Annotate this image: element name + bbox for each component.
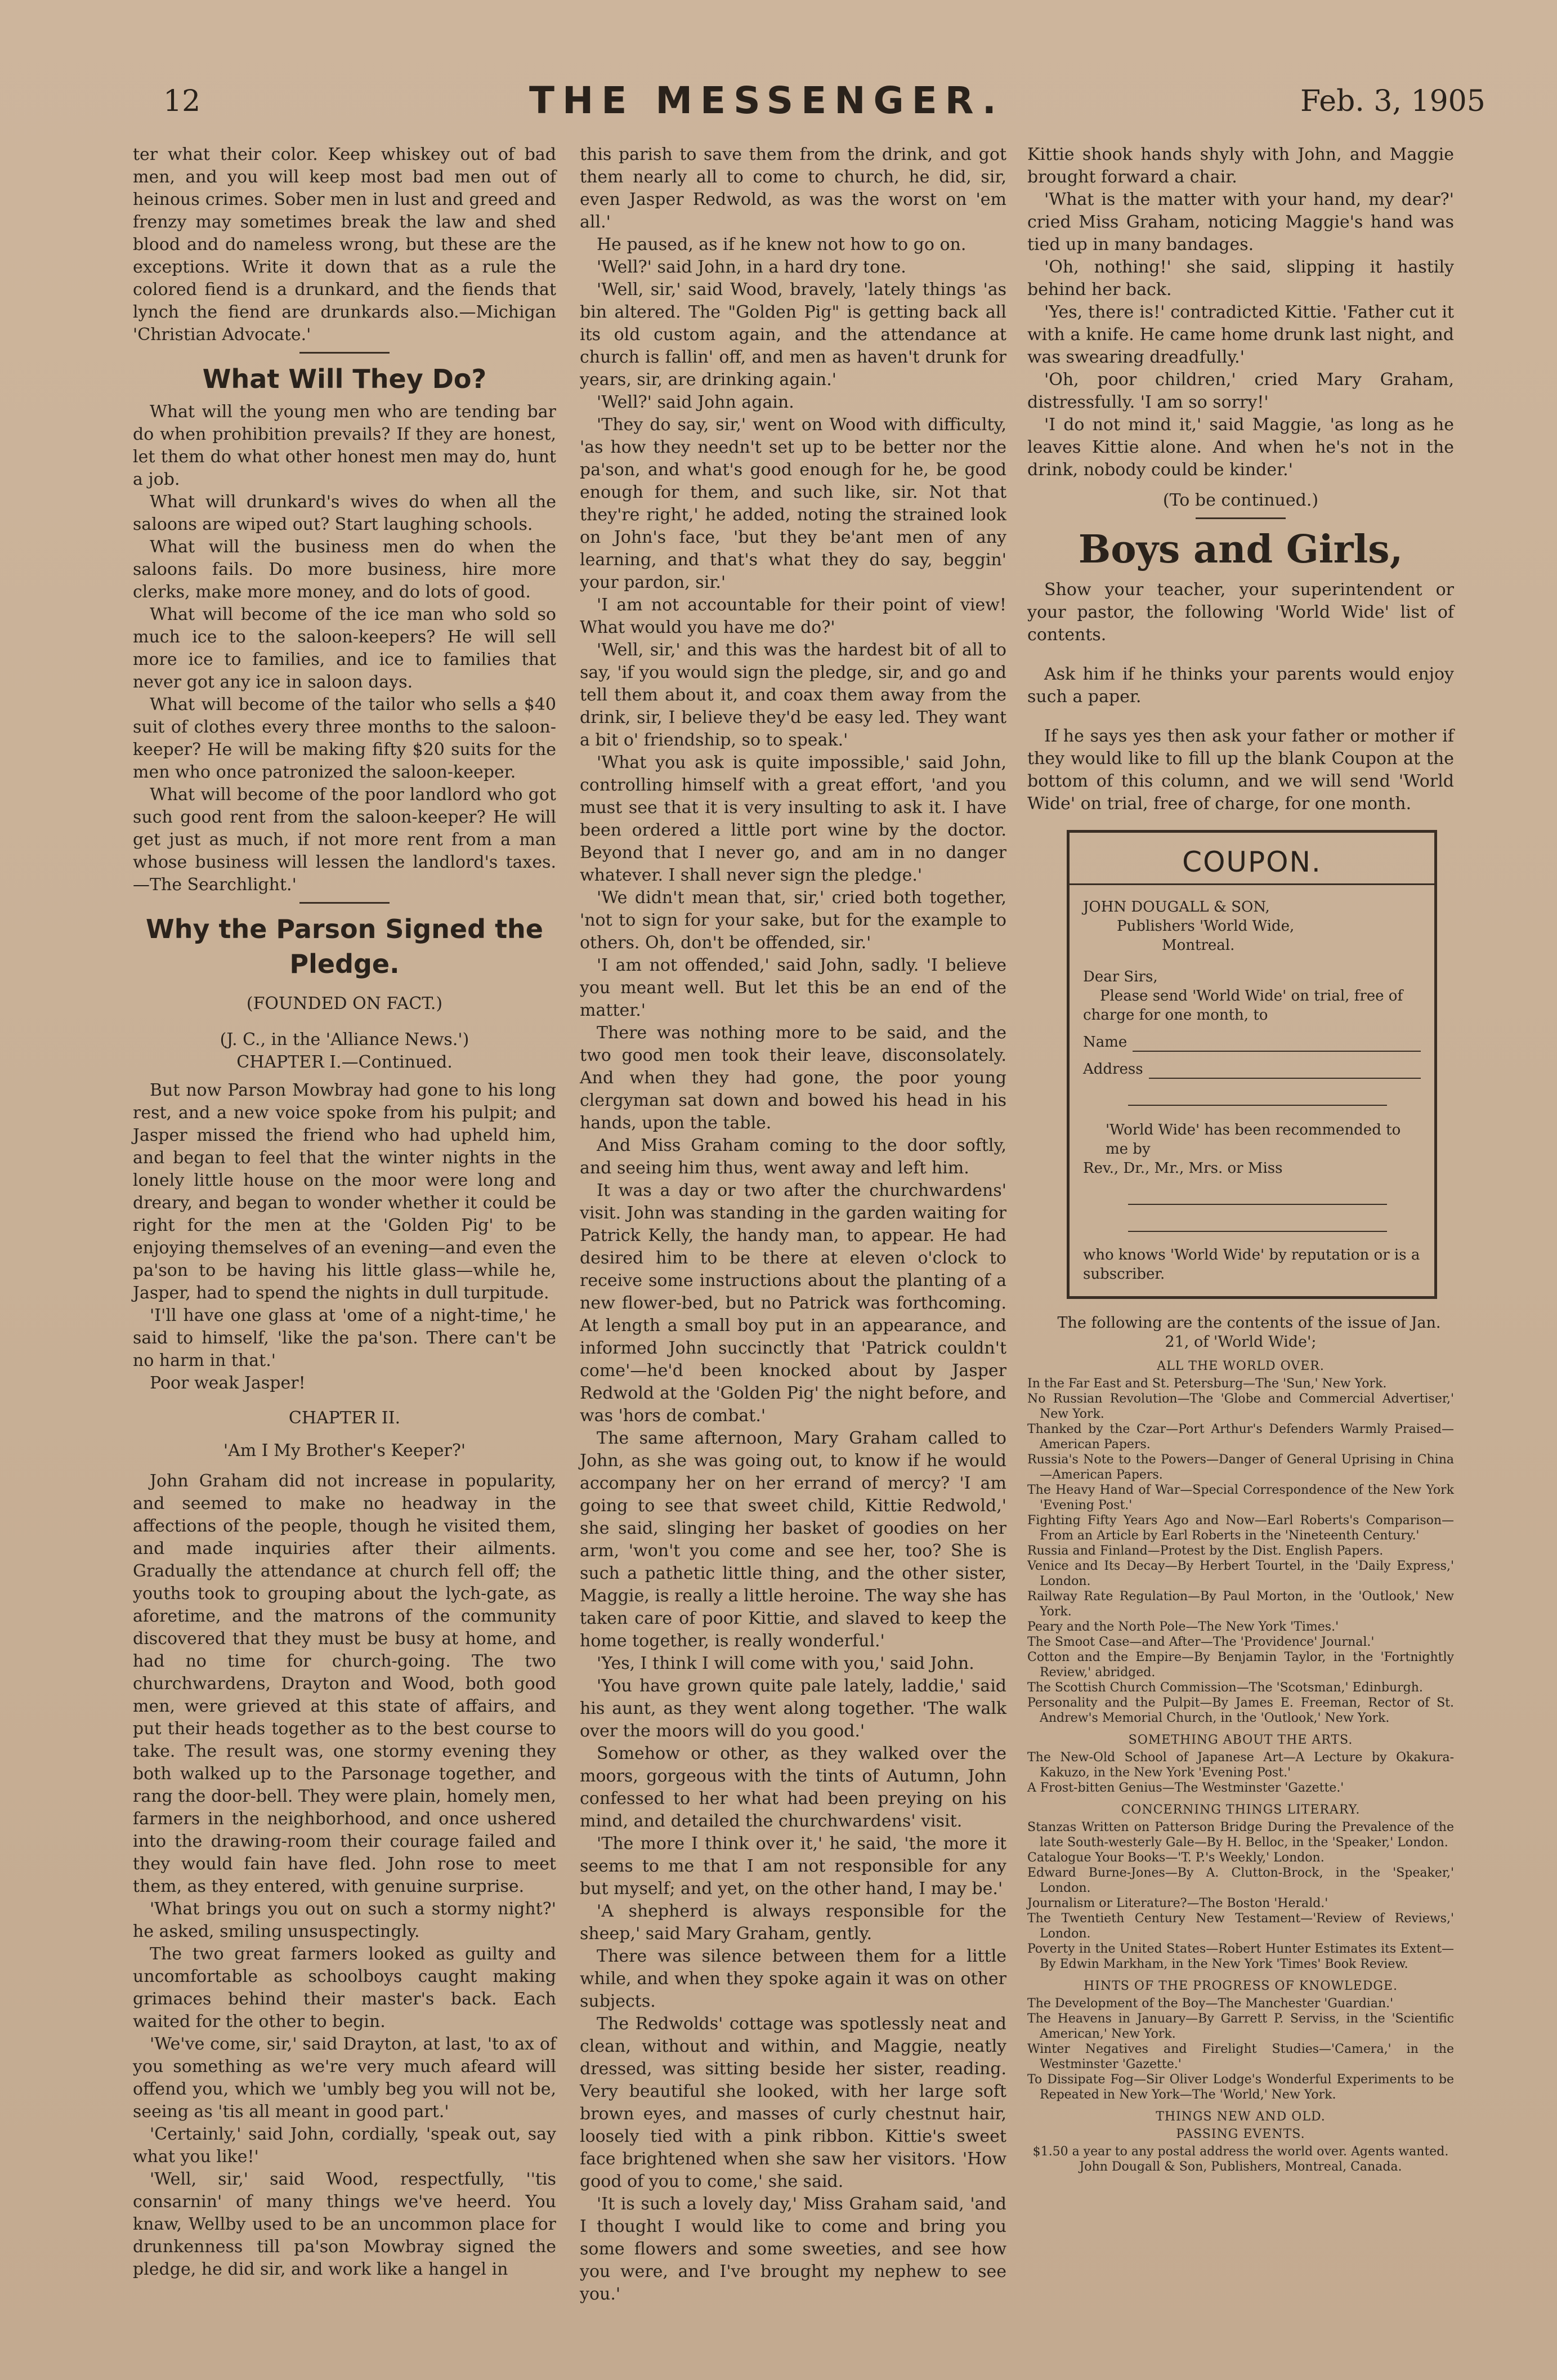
paragraph: 'What brings you out on such a stormy night?' he asked, smiling unsuspectingly. (133, 1899, 556, 1941)
paragraph: 'I'll have one glass at 'ome of a night-time,' he said to himself, 'like the pa'son. There can't be no harm in that.' (133, 1306, 556, 1370)
contents-item: Peary and the North Pole—The New York 'Times.' (1027, 1620, 1339, 1634)
contents-item: The Scottish Church Commission—The 'Scotsman,' Edinburgh. (1027, 1681, 1423, 1695)
section-heading: PASSING EVENTS. (1176, 2127, 1305, 2141)
paragraph: What will become of the ice man who sold so much ice to the saloon-keepers? He will sell more ice to families, and ice to families that never got any ice in saloon days. (133, 605, 556, 692)
page-number: 12 (163, 84, 201, 118)
paragraph: 'Well, sir,' and this was the hardest bit of all to say, 'if you would sign the pledge, sir, and go and tell them about it, and coax them away from the drink, sir, I believe they'd be easy led. They want a bit o' friendship, so to speak.' (580, 640, 1006, 750)
paragraph: 'We've come, sir,' said Drayton, at last, 'to ax of you something as we're very much afeard will offend you, which we 'umbly beg you will not be, seeing as 'tis all meant in good part.' (133, 2034, 556, 2122)
publisher-name: JOHN DOUGALL & SON, (1083, 899, 1270, 916)
byline: (J. C., in the 'Alliance News.') (220, 1030, 469, 1050)
paragraph: 'Well, sir,' said Wood, bravely, 'lately things 'as bin altered. The "Golden Pig" is getting back all its old custom again, and the attendance at church is fallin' off, and men as haven't drunk for years, sir, are drinking again.' (580, 280, 1006, 390)
paragraph: 'Oh, nothing!' she said, slipping it hastily behind her back. (1027, 257, 1454, 300)
section-heading: ALL THE WORLD OVER. (1157, 1359, 1325, 1373)
issue-date: Feb. 3, 1905 (1300, 84, 1486, 118)
masthead-title: THE MESSENGER. (529, 79, 1004, 122)
paragraph: 'You have grown quite pale lately, laddie,' said his aunt, as they went along together. 'The walk over the moors will do you good.' (580, 1676, 1006, 1741)
paragraph: Kittie shook hands shyly with John, and Maggie brought forward a chair. (1027, 145, 1454, 187)
contents-item: The Smoot Case—and After—The 'Providence' Journal.' (1027, 1635, 1375, 1649)
paragraph: 'What is the matter with your hand, my dear?' cried Miss Graham, noticing Maggie's hand was tied up in many bandages. (1027, 190, 1454, 254)
paragraph: 'We didn't mean that, sir,' cried both together, 'not to sign for your sake, but for the example to others. Oh, don't be offended, sir.' (580, 888, 1006, 953)
contents-item: Poverty in the United States—Robert Hunter Estimates its Extent—By Edwin Markham, in the New York 'Times' Book Review. (1027, 1942, 1454, 1971)
to-be-continued: (To be continued.) (1162, 490, 1319, 510)
headline-what-will-they-do: What Will They Do? (202, 364, 487, 394)
subhead-founded: (FOUNDED ON FACT.) (246, 994, 443, 1013)
subscription-footer: $1.50 a year to any postal address the world over. Agents wanted. John Dougall & Son, Publishers, Montreal, Canada. (1032, 2145, 1449, 2174)
paragraph: John Graham did not increase in popularity, and seemed to make no headway in the affections of the people, though he visited them, and made inquiries after their ailments. Gradually the attendance at church fell off; the youths took to grouping about the lych-gate, as aforetime, and the matrons of the community discovered that they must be busy at home, and had no time for church-going. The two churchwardens, Drayton and Wood, both good men, were grieved at this state of affairs, and put their heads together as to the best course to take. The result was, one stormy evening they both walked up to the Parsonage together, and rang the door-bell. They were plain, homely men, farmers in the neighborhood, and once ushered into the drawing-room their courage failed and they would fain have fled. John rose to meet them, as they entered, with genuine surprise. (133, 1471, 557, 1896)
name-line[interactable] (1133, 1036, 1421, 1052)
column-3 (1027, 144, 1454, 2174)
paragraph: But now Parson Mowbray had gone to his long rest, and a new voice spoke from his pulpit; and Jasper missed the friend who had upheld him, and began to feel that the winter nights in the lonely little house on the moor were long and dreary, and began to wonder whether it could be right for the men at the 'Golden Pig' to be enjoying themselves of an evening—and even the pa'son to be having his little glass—while he, Jasper, had to spend the nights in dull turpitude. (133, 1080, 556, 1303)
address-field[interactable] (1083, 1060, 1421, 1079)
section-heading: SOMETHING ABOUT THE ARTS. (1128, 1733, 1353, 1747)
paragraph: 'Well?' said John again. (597, 392, 794, 412)
contents-item: Railway Rate Regulation—By Paul Morton, in the 'Outlook,' New York. (1027, 1589, 1454, 1619)
paragraph: this parish to save them from the drink, and got them nearly all to come to church, he did, sir, even Jasper Redwold, as was the worst on 'em all.' (580, 145, 1006, 232)
paragraph: Somehow or other, as they walked over the moors, gorgeous with the tints of Autumn, John confessed to her what had been preying on his mind, and detailed the churchwardens' visit. (580, 1744, 1006, 1831)
paragraph: 'A shepherd is always responsible for the sheep,' said Mary Graham, gently. (580, 1901, 1006, 1944)
paragraph: 'I am not accountable for their point of view! What would you have me do?' (580, 595, 1006, 637)
contents-item: To Dissipate Fog—Sir Oliver Lodge's Wonderful Experiments to be Repeated in New York—The 'World,' New York. (1027, 2073, 1454, 2102)
paragraph: ter what their color. Keep whiskey out of bad men, and you will keep most bad men out of heinous crimes. Sober men in lust and greed and frenzy may sometimes break the law and shed blood and do nameless wrong, but these are the exceptions. Write it down that as a rule the colored fiend is a drunkard, and the fiends that lynch the fiend are drunkards also.—Michigan 'Christian Advocate.' (133, 145, 556, 345)
paragraph: And Miss Graham coming to the door softly, and seeing him thus, went away and left him. (580, 1136, 1006, 1178)
coupon-form[interactable] (1067, 830, 1437, 1299)
contents-item: Fighting Fifty Years Ago and Now—Earl Roberts's Comparison—From an Article by Earl Roberts in the 'Nineteenth Century.' (1027, 1513, 1454, 1543)
contents-item: Catalogue Your Books—'T. P.'s Weekly,' London. (1027, 1851, 1325, 1865)
contents-item: Winter Negatives and Firelight Studies—'Camera,' in the Westminster 'Gazette.' (1027, 2042, 1454, 2071)
contents-item: Journalism or Literature?—The Boston 'Herald.' (1027, 1896, 1328, 1910)
paragraph: If he says yes then ask your father or mother if they would like to fill up the blank Coupon at the bottom of this column, and we will send 'World Wide' on trial, free of charge, for one month. (1027, 726, 1454, 814)
paragraph: There was nothing more to be said, and the two good men took their leave, disconsolately. And when they had gone, the poor young clergyman sat down and bowed his head in his hands, upon the table. (580, 1023, 1006, 1133)
contents-item: Cotton and the Empire—By Benjamin Taylor, in the 'Fortnightly Review,' abridged. (1027, 1650, 1454, 1680)
publisher-city: Montreal. (1162, 937, 1235, 954)
paragraph: There was silence between them for a little while, and when they spoke again it was on other subjects. (580, 1946, 1006, 2011)
paragraph: The Redwolds' cottage was spotlessly neat and clean, without and within, and Maggie, neatly dressed, was sitting beside her sister, reading. Very beautiful she looked, with her large soft brown eyes, and masses of curly chestnut hair, loosely tied with a pink ribbon. Kittie's sweet face brightened when she saw her visitors. 'How good of you to come,' she said. (580, 2014, 1006, 2191)
paragraph: What will become of the tailor who sells a $40 suit of clothes every three months to the saloon-keeper? He will be making fifty $20 suits for the men who once patronized the saloon-keeper. (133, 695, 556, 782)
section-heading: CONCERNING THINGS LITERARY. (1121, 1803, 1361, 1817)
paragraph: 'Yes, there is!' contradicted Kittie. 'Father cut it with a knife. He came home drunk last night, and was swearing dreadfully.' (1027, 302, 1454, 367)
publisher-title: Publishers 'World Wide, (1117, 918, 1295, 935)
paragraph: 'Well, sir,' said Wood, respectfully, ''tis consarnin' of many things we've heerd. You knaw, Wellby used to be an uncommon place for drunkenness till pa'son Mowbray signed the pledge, he did sir, and work like a hangel in (133, 2169, 556, 2279)
column-2 (580, 144, 1006, 2306)
address-line-2[interactable] (1128, 1088, 1387, 1106)
contents-item: Russia and Finland—Protest by the Dist. English Papers. (1027, 1544, 1384, 1558)
contents-item: Venice and Its Decay—By Herbert Tourtel, in the 'Daily Express,' London. (1027, 1559, 1454, 1588)
chapter-subtitle: 'Am I My Brother's Keeper?' (223, 1441, 466, 1461)
divider (1196, 517, 1286, 519)
contents-item: In the Far East and St. Petersburg—The 'Sun,' New York. (1027, 1377, 1387, 1391)
recommender-line-2[interactable] (1128, 1214, 1387, 1232)
paragraph: 'The more I think over it,' he said, 'the more it seems to me that I am not responsible for any but myself; and yet, on the other hand, I may be.' (580, 1834, 1006, 1899)
contents-item: Thanked by the Czar—Port Arthur's Defenders Warmly Praised—American Papers. (1027, 1422, 1454, 1452)
paragraph: Poor weak Jasper! (150, 1373, 306, 1393)
paragraph: Ask him if he thinks your parents would enjoy such a paper. (1027, 664, 1454, 707)
recommended-text: 'World Wide' has been recommended to me by (1106, 1122, 1401, 1158)
paragraph: The same afternoon, Mary Graham called to John, as she was going out, to know if he would accompany her on her errand of mercy? 'I am going to see that sweet child, Kittie Redwold,' she said, slinging her basket of goodies on her arm, 'won't you come and see her, too? She is such a pathetic little thing, and the other sister, Maggie, is really a little heroine. The way she has taken care of poor Kittie, and slaved to keep the home together, is really wonderful.' (580, 1428, 1006, 1651)
coupon-title: COUPON. (1182, 846, 1322, 878)
contents-item: No Russian Revolution—The 'Globe and Commercial Advertiser,' New York. (1027, 1392, 1454, 1421)
headline-boys-and-girls: Boys and Girls, (1078, 527, 1403, 572)
paragraph: It was a day or two after the churchwardens' visit. John was standing in the garden waiting for Patrick Kelly, the handy man, to appear. He had desired him to be there at eleven o'clock to receive some instructions about the planting of a new flower-bed, but no Patrick was forthcoming. At length a small boy put in an appearance, and informed John succinctly that 'Patrick couldn't come'—he'd been knocked about by Jasper Redwold at the 'Golden Pig' the night before, and was 'hors de combat.' (580, 1181, 1006, 1426)
paragraph: 'Certainly,' said John, cordially, 'speak out, say what you like!' (133, 2124, 556, 2167)
address-label: Address (1083, 1061, 1143, 1078)
paragraph: 'Yes, I think I will come with you,' said John. (597, 1654, 974, 1673)
paragraph: 'Oh, poor children,' cried Mary Graham, distressfully. 'I am so sorry!' (1027, 370, 1454, 412)
contents-intro: The following are the contents of the issue of Jan. 21, of 'World Wide'; (1057, 1314, 1441, 1351)
paragraph: What will drunkard's wives do when all the saloons are wiped out? Start laughing schools. (133, 492, 556, 534)
contents-item: The Development of the Boy—The Manchester 'Guardian.' (1027, 1997, 1394, 2011)
coupon-divider (1070, 883, 1434, 885)
column-1 (133, 144, 556, 2281)
paragraph: What will the business men do when the saloons fails. Do more business, hire more clerks, make more money, and do lots of good. (133, 537, 556, 602)
name-label: Name (1083, 1034, 1128, 1051)
contents-item: The Twentieth Century New Testament—'Review of Reviews,' London. (1027, 1912, 1454, 1941)
paragraph: 'What you ask is quite impossible,' said John, controlling himself with a great effort, 'and you must see that it is very insulting to ask it. I have been ordered a little port wine by the doctor. Beyond that I never go, and am in no danger whatever. I shall never sign the pledge.' (580, 753, 1006, 885)
contents-item: Edward Burne-Jones—By A. Clutton-Brock, in the 'Speaker,' London. (1027, 1866, 1454, 1895)
recommender-line-1[interactable] (1128, 1187, 1387, 1205)
section-heading: HINTS OF THE PROGRESS OF KNOWLEDGE. (1084, 1979, 1398, 1993)
paragraph: 'Well?' said John, in a hard dry tone. (597, 257, 906, 277)
paragraph: 'It is such a lovely day,' Miss Graham said, 'and I thought I would like to come and bring you some flowers and some sweeties, and see how you were, and I've brought my nephew to see you.' (580, 2194, 1006, 2304)
contents-item: The New-Old School of Japanese Art—A Lecture by Okakura-Kakuzo, in the New York 'Evening Post.' (1027, 1751, 1454, 1780)
contents-item: Stanzas Written on Patterson Bridge During the Prevalence of the late South-westerly Gale—By H. Belloc, in the 'Speaker,' London. (1027, 1820, 1454, 1850)
reputation-text: who knows 'World Wide' by reputation or is a subscriber. (1083, 1247, 1420, 1283)
contents-item: A Frost-bitten Genius—The Westminster 'Gazette.' (1027, 1781, 1344, 1795)
contents-item: Personality and the Pulpit—By James E. Freeman, Rector of St. Andrew's Memorial Church, in the 'Outlook,' New York. (1027, 1696, 1454, 1725)
chapter-heading: CHAPTER II. (288, 1408, 401, 1428)
paragraph: The two great farmers looked as guilty and uncomfortable as schoolboys caught making grimaces behind their master's back. Each waited for the other to begin. (133, 1944, 556, 2031)
contents-list (1027, 1359, 1454, 2174)
address-line[interactable] (1149, 1063, 1421, 1079)
chapter-heading: CHAPTER I.—Continued. (236, 1052, 453, 1072)
headline-why-the-parson: Why the Parson Signed the Pledge. (145, 914, 544, 979)
title-options: Rev., Dr., Mr., Mrs. or Miss (1083, 1160, 1283, 1177)
paragraph: What will become of the poor landlord who got such good rent from the saloon-keeper? He will get just as much, if not more rent from a man whose business will lessen the landlord's taxes.—The Searchlight.' (133, 785, 556, 895)
paragraph: He paused, as if he knew not how to go on. (597, 235, 967, 254)
name-field[interactable] (1083, 1033, 1421, 1052)
salutation: Dear Sirs, (1083, 968, 1158, 985)
contents-item: The Heavy Hand of War—Special Correspondence of the New York 'Evening Post.' (1027, 1483, 1454, 1512)
paragraph: Show your teacher, your superintendent or your pastor, the following 'World Wide' list of contents. (1027, 580, 1454, 645)
contents-item: Russia's Note to the Powers—Danger of General Uprising in China—American Papers. (1027, 1453, 1454, 1482)
paragraph: 'I do not mind it,' said Maggie, 'as long as he leaves Kittie alone. And when he's not in the drink, nobody could be kinder.' (1027, 415, 1454, 480)
divider (299, 352, 390, 354)
paragraph: 'I am not offended,' said John, sadly. 'I believe you meant well. But let this be an end of the matter.' (580, 955, 1006, 1020)
coupon-request: Please send 'World Wide' on trial, free of charge for one month, to (1083, 988, 1403, 1024)
contents-item: The Heavens in January—By Garrett P. Serviss, in the 'Scientific American,' New York. (1027, 2012, 1454, 2041)
divider (299, 902, 390, 904)
section-heading: THINGS NEW AND OLD. (1156, 2110, 1326, 2124)
paragraph: What will the young men who are tending bar do when prohibition prevails? If they are honest, let them do what other honest men may do, hunt a job. (133, 402, 556, 489)
paragraph: 'They do say, sir,' went on Wood with difficulty, 'as how they needn't set up to be better nor the pa'son, and what's good enough for he, be good enough for them, and such like, sir. Not that they're right,' he added, noting the strained look on John's face, 'but they be'ant men of any learning, and that's what they do say, beggin' your pardon, sir.' (580, 415, 1006, 592)
